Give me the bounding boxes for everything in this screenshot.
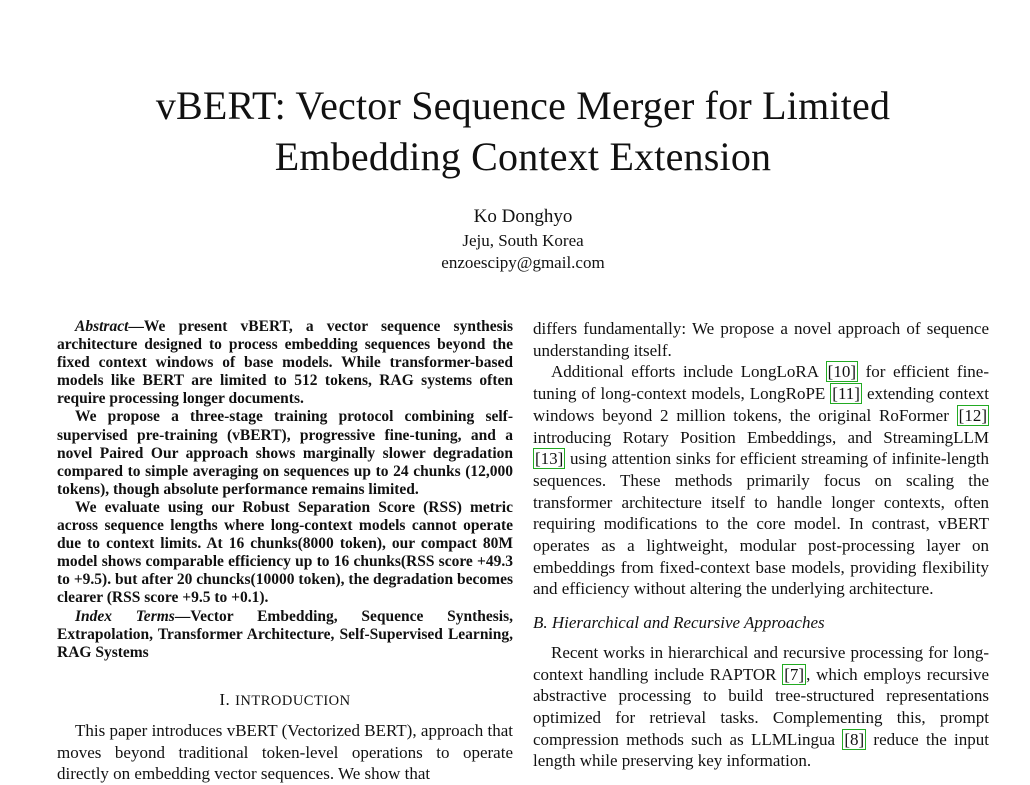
- text-span: extending context windows beyond 2 million tokens, the original RoFormer: [533, 384, 989, 425]
- text-span: reduce the input length while preserving key information.: [533, 729, 989, 771]
- section-title: INTRODUCTION: [235, 692, 351, 709]
- hierarchical-paragraph: [533, 642, 989, 772]
- left-column: [57, 318, 513, 785]
- text-span: Additional efforts include LongLoRA: [551, 362, 826, 382]
- citation-link[interactable]: [11]: [832, 384, 860, 404]
- text-span: introducing Rotary Position Embeddings, and StreamingLLM: [533, 427, 989, 447]
- introduction-text: This paper introduces vBERT (Vectorized BERT), approach that moves beyond traditional token-level operations to operate directly on embedding vector sequences. We show that: [57, 720, 513, 784]
- abstract-label: Abstract: [75, 318, 129, 335]
- subsection-heading: B. Hierarchical and Recursive Approaches: [533, 613, 825, 633]
- paper-title: [0, 80, 1030, 182]
- citation-link[interactable]: [8]: [844, 729, 865, 749]
- author-affiliation: Jeju, South Korea: [462, 231, 584, 250]
- related-work-paragraph: [533, 361, 989, 600]
- citation-link[interactable]: [12]: [958, 405, 987, 425]
- author-email: enzoescipy@gmail.com: [441, 253, 605, 272]
- section-number: I.: [219, 689, 231, 709]
- abstract: [57, 318, 513, 662]
- abstract-paragraph-1: [57, 318, 513, 408]
- index-terms-text: —Vector Embedding, Sequence Synthesis, Extrapolation, Transformer Architecture, Self-Supervised Learning, RAG Systems: [57, 607, 513, 661]
- abstract-paragraph-3: We evaluate using our Robust Separation Score (RSS) metric across sequence lengths where long-context models cannot operate due to context limits. At 16 chunks(8000 token), our compact 80M model shows comparable efficiency up to 16 chunks(RSS score +49.3 to +9.5). but after 20 chuncks(10000 token), the degradation becomes clearer (RSS score +9.5 to +0.1).: [57, 498, 513, 607]
- abstract-text-1: —We present vBERT, a vector sequence synthesis architecture designed to process embedding sequences beyond the fixed context windows of base models. While transformer-based models like BERT are limited to 512 tokens, RAG systems often require processing longer documents.: [57, 318, 513, 408]
- text-span: Recent works in hierarchical and recursive processing for long-context handling include RAPTOR: [533, 642, 989, 684]
- text-span: for efficient fine-tuning of long-context models, LongRoPE: [533, 362, 990, 404]
- citation-link[interactable]: [10]: [827, 362, 856, 382]
- index-terms: [57, 608, 513, 662]
- text-span: using attention sinks for efficient streaming of infinite-length sequences. These methods primarily focus on scaling the transformer architecture itself to handle longer contexts, often requiring modifications to the core model. In contrast, vBERT operates as a lightweight, modular post-processing layer on embeddings from fixed-context base models, providing flexibility and efficiency without altering the underlying architecture.: [533, 449, 989, 599]
- abstract-paragraph-2: We propose a three-stage training protocol combining self-supervised pre-training (vBERT), progressive fine-tuning, and a novel Paired Our approach shows marginally slower degradation compared to simple averaging on sequences up to 24 chunks (12,000 tokens), though absolute performance remains limited.: [57, 408, 513, 498]
- right-column: [533, 318, 989, 772]
- text-span: , which employs recursive abstractive processing to build tree-structured representations optimized for retrieval tasks. Complementing this, prompt compression methods such as LLMLingua: [533, 664, 989, 749]
- author-name: Ko Donghyo: [473, 206, 573, 227]
- section-heading-introduction: [57, 691, 513, 710]
- title-line-2: Embedding Context Extension: [274, 134, 772, 179]
- citation-link[interactable]: [7]: [784, 664, 805, 684]
- index-terms-label: Index Terms: [75, 607, 175, 625]
- related-work-continued: differs fundamentally: We propose a novel approach of sequence understanding itself.: [533, 319, 989, 360]
- title-line-1: vBERT: Vector Sequence Merger for Limited: [155, 83, 891, 128]
- citation-link[interactable]: [13]: [535, 449, 564, 469]
